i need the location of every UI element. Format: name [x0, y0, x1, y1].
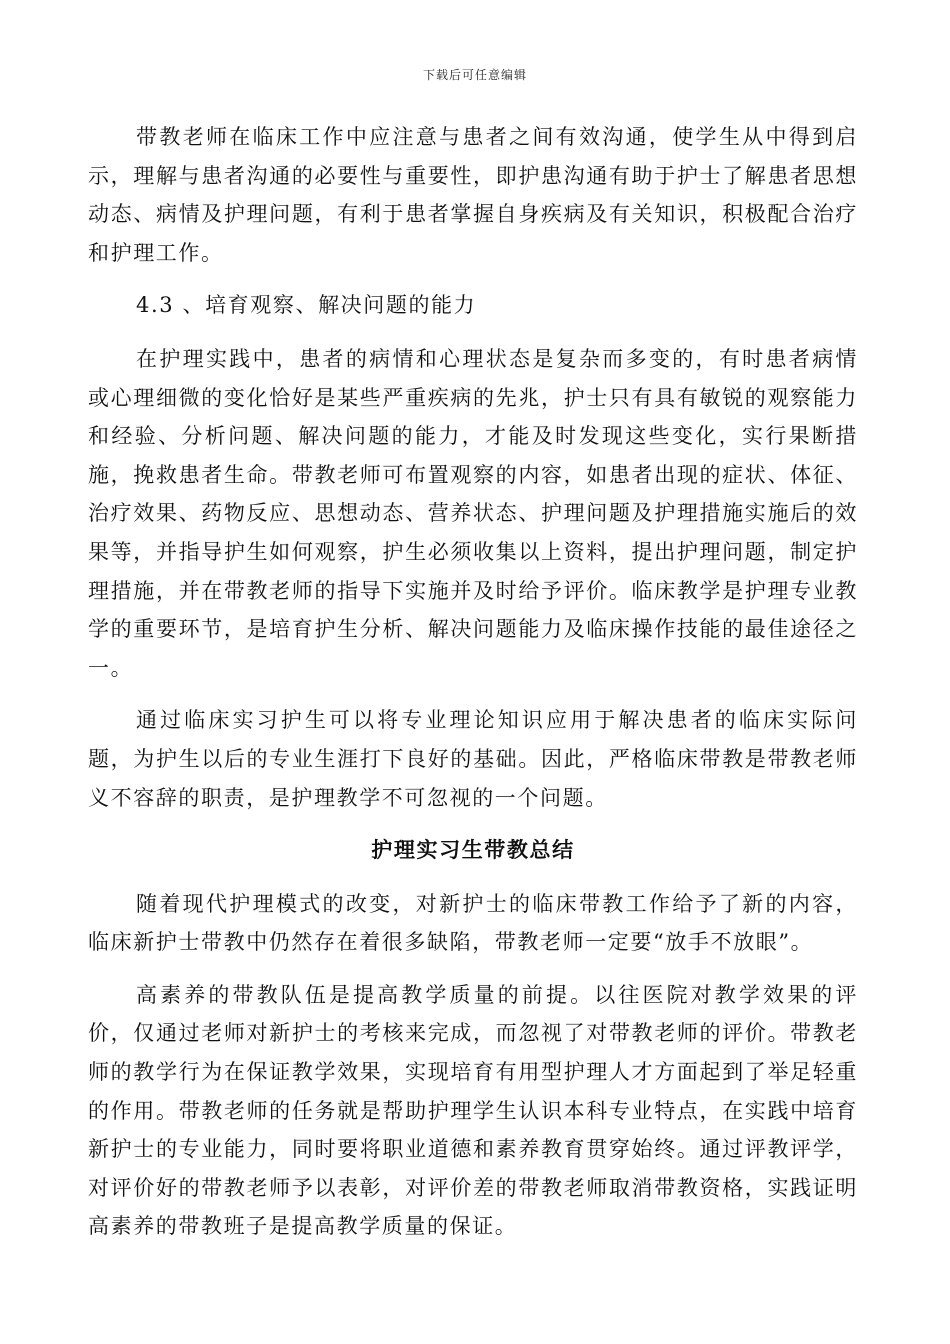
paragraph-teaching-quality: 高素养的带教队伍是提高教学质量的前提。以往医院对教学效果的评价，仅通过老师对新护士的考核来完成，而忽视了对带教老师的评价。带教老师的教学行为在保证教学效果，实现培育有用型护理人才方面起到了举足轻重的作用。带教老师的任务就是帮助护理学生认识本科专业特点，在实践中培育新护士的专业能力，同时要将职业道德和素养教育贯穿始终。通过评教评学，对评价好的带教老师予以表彰，对评价差的带教老师取消带教资格，实践证明高素养的带教班子是提高教学质量的保证。: [88, 982, 858, 1239]
section-heading-4-3: 4.3 、培育观察、解决问题的能力: [136, 293, 477, 318]
header-note: 下载后可任意编辑: [422, 68, 527, 82]
paragraph-observation: 在护理实践中，患者的病情和心理状态是复杂而多变的，有时患者病情或心理细微的变化恰好是某些严重疾病的先兆，护士只有具有敏锐的观察能力和经验、分析问题、解决问题的能力，才能及时发现这些变化，实行果断措施，挽救患者生命。带教老师可布置观察的内容，如患者出现的症状、体征、治疗效果、药物反应、思想动态、营养状态、护理问题及护理措施实施后的效果等，并指导护生如何观察，护生必须收集以上资料，提出护理问题，制定护理措施，并在带教老师的指导下实施并及时给予评价。临床教学是护理专业教学的重要环节，是培育护生分析、解决问题能力及临床操作技能的最佳途径之一。: [88, 346, 858, 680]
paragraph-nursing-model: 随着现代护理模式的改变，对新护士的临床带教工作给予了新的内容，临床新护士带教中仍然存在着很多缺陷，带教老师一定要“放手不放眼”。: [88, 891, 858, 955]
paragraph-communication: 带教老师在临床工作中应注意与患者之间有效沟通，使学生从中得到启示，理解与患者沟通的必要性与重要性，即护患沟通有助于护士了解患者思想动态、病情及护理问题，有利于患者掌握自身疾病及有关知识，积极配合治疗和护理工作。: [88, 125, 858, 265]
document-title: 护理实习生带教总结: [371, 837, 575, 863]
document-body: [88, 118, 858, 1260]
paragraph-internship-value: 通过临床实习护生可以将专业理论知识应用于解决患者的临床实际问题，为护生以后的专业生涯打下良好的基础。因此，严格临床带教是带教老师义不容辞的职责，是护理教学不可忽视的一个问题。: [88, 708, 858, 810]
